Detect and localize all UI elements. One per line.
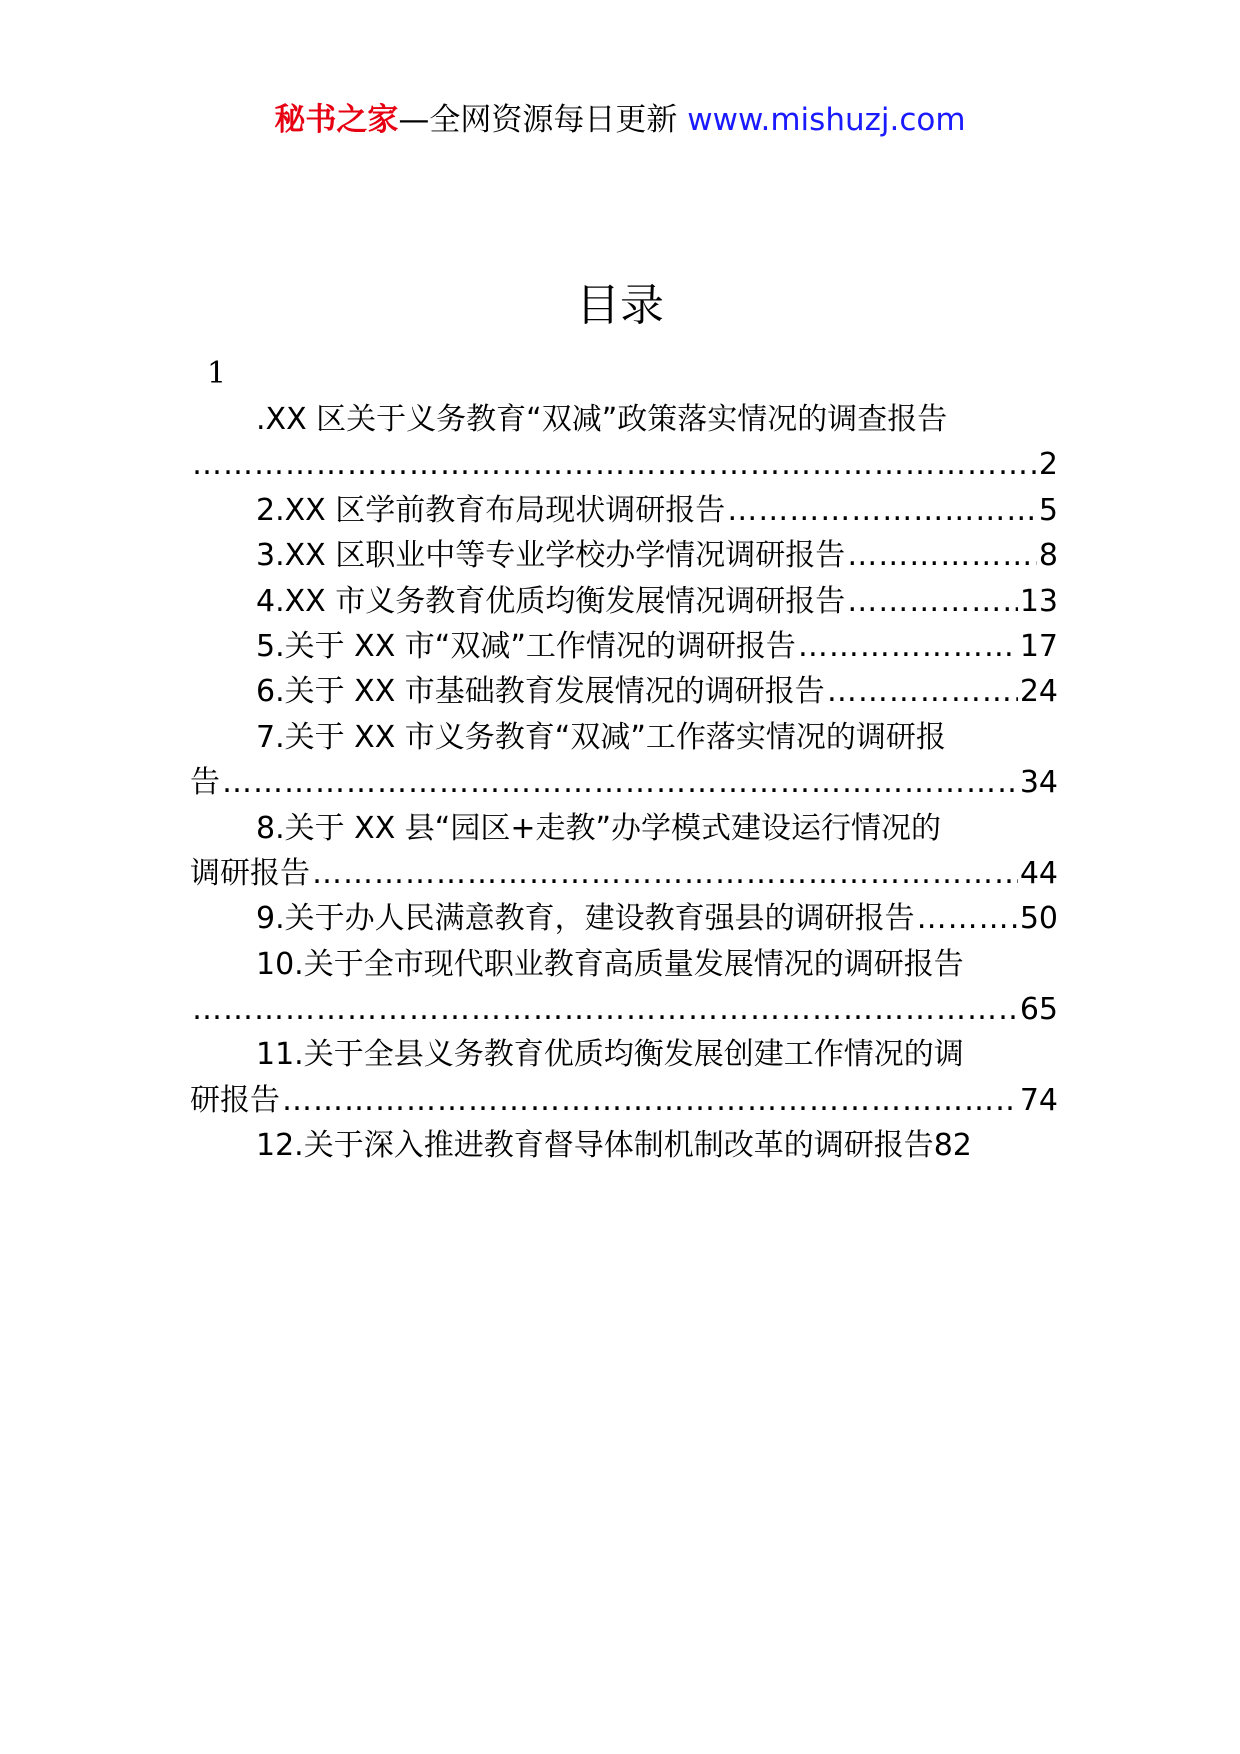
toc-page-number: 13 [1019,583,1058,619]
toc-entry-11[interactable] [190,1032,1058,1077]
toc-entry-title: 10.关于全市现代职业教育高质量发展情况的调研报告 [256,946,964,982]
toc-entry-title: 9.关于办人民满意教育，建设教育强县的调研报告 [256,901,915,937]
toc-entry-8[interactable] [190,806,1058,851]
page-title: 目录 [576,280,664,331]
toc-entry-title: .XX 区关于义务教育“双减”政策落实情况的调查报告 [256,402,948,437]
leader-dots [192,442,1037,487]
toc-entry-title: 3.XX 区职业中等专业学校办学情况调研报告 [256,538,846,574]
toc-page-number: 82 [933,1128,972,1164]
toc-entry-title: 4.XX 市义务教育优质均衡发展情况调研报告 [256,583,846,619]
toc-entry-title: 7.关于 XX 市义务教育“双减”工作落实情况的调研报 [256,719,946,755]
leader-dots [312,851,1018,896]
leader-dots [917,896,1018,941]
toc-page-number: 8 [1038,538,1058,574]
table-of-contents [190,397,1058,1169]
toc-first-number: 1 [207,356,227,391]
toc-entry-title-cont: 研报告 [190,1082,280,1118]
header-tagline: —全网资源每日更新 [398,102,688,138]
toc-entry-3[interactable] [190,533,1058,578]
site-url-link[interactable]: www.mishuzj.com [687,102,966,138]
leader-dots [727,488,1037,533]
toc-entry-12[interactable] [190,1123,1058,1168]
toc-entry-10[interactable] [190,942,1058,987]
toc-entry-5[interactable] [190,624,1058,669]
toc-page-number: 24 [1019,674,1058,710]
leader-dots [847,533,1037,578]
leader-dots [798,624,1018,669]
toc-page-number: 17 [1019,628,1058,664]
toc-page-number: 5 [1038,492,1058,528]
leader-dots [282,1078,1018,1123]
toc-entry-9[interactable] [190,896,1058,941]
toc-entry-title: 6.关于 XX 市基础教育发展情况的调研报告 [256,674,825,710]
toc-entry-title-cont: 调研报告 [190,855,310,891]
toc-entry-4[interactable] [190,579,1058,624]
toc-entry-6[interactable] [190,669,1058,714]
leader-dots [222,760,1018,805]
brand-name: 秘书之家 [274,102,399,138]
leader-dots [192,987,1018,1032]
toc-page-number: 65 [1019,992,1058,1028]
toc-entry-1[interactable] [190,397,1058,442]
toc-entry-7[interactable] [190,715,1058,760]
toc-page-number: 2 [1038,447,1058,483]
leader-dots [847,579,1018,624]
toc-entry-title: 12.关于深入推进教育督导体制机制改革的调研报告 [256,1128,934,1164]
toc-entry-2[interactable] [190,488,1058,533]
leader-dots [827,669,1018,714]
toc-entry-title-cont: 告 [190,765,220,801]
toc-page-number: 50 [1019,901,1058,937]
toc-entry-title: 11.关于全县义务教育优质均衡发展创建工作情况的调 [256,1037,964,1073]
site-header [0,100,1240,140]
toc-page-number: 44 [1019,855,1058,891]
toc-page-number: 74 [1019,1082,1058,1118]
toc-entry-title: 2.XX 区学前教育布局现状调研报告 [256,492,726,528]
toc-entry-title: 8.关于 XX 县“园区+走教”办学模式建设运行情况的 [256,810,942,846]
toc-page-number: 34 [1019,765,1058,801]
toc-entry-title: 5.关于 XX 市“双减”工作情况的调研报告 [256,628,796,664]
